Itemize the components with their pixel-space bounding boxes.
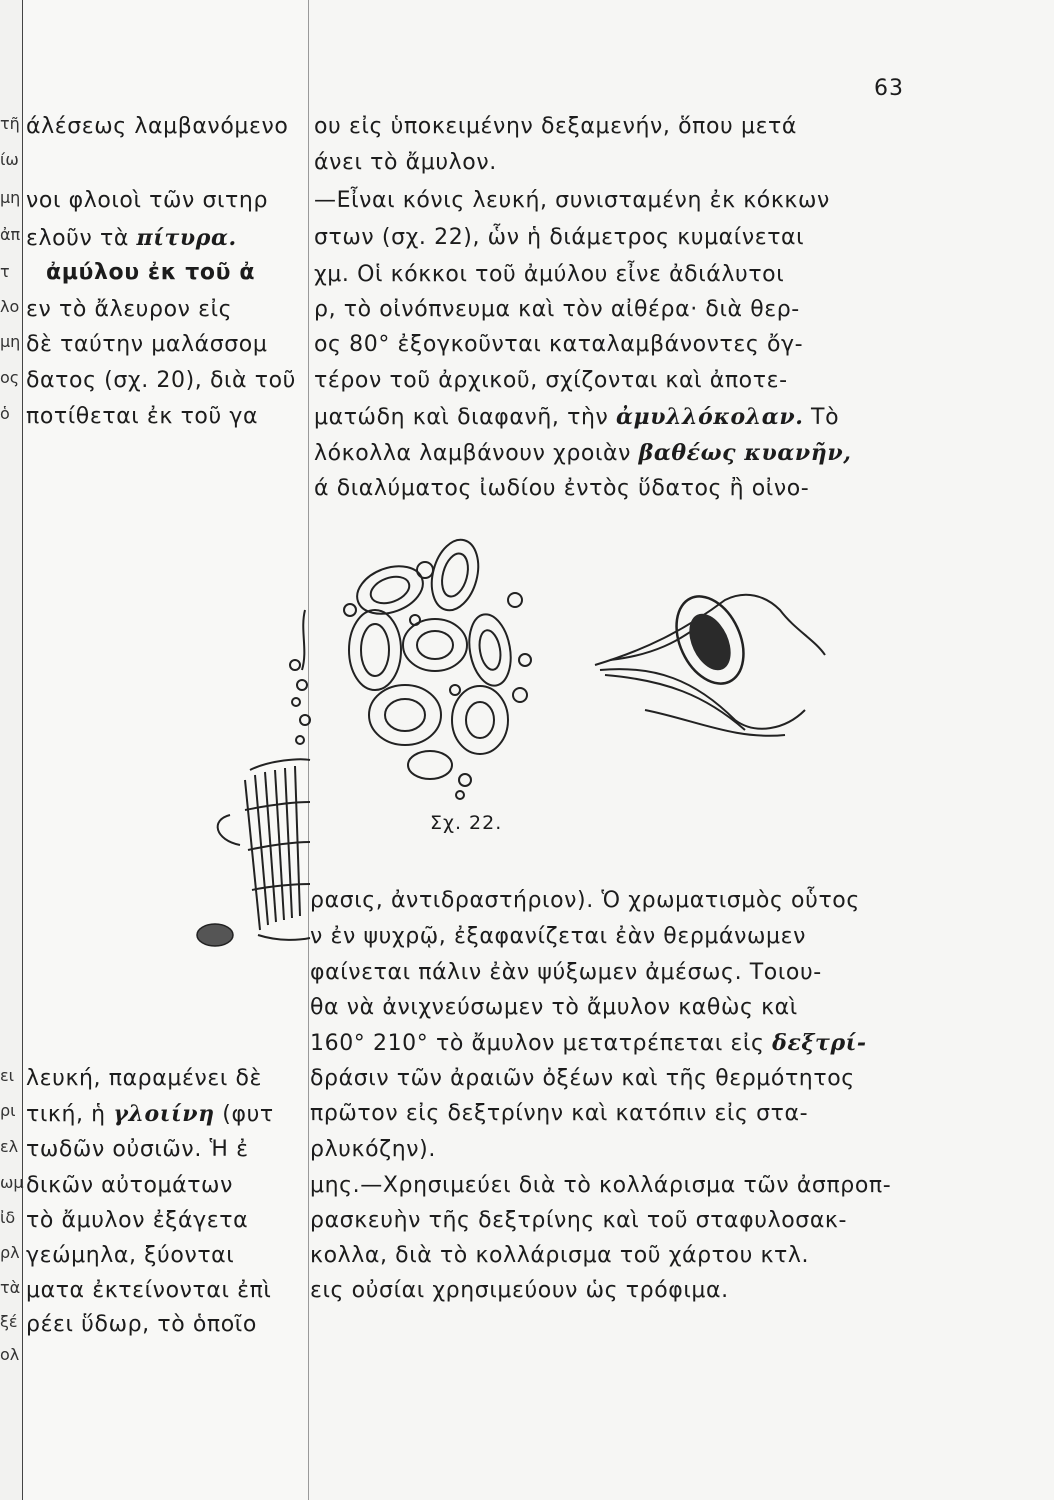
left-line: εν τὸ ἄλευρον εἰς: [26, 297, 233, 322]
right-line: [314, 404, 839, 430]
right-line: ρασις, ἀντιδραστήριον). Ὁ χρωματισμὸς οὗτος: [310, 888, 860, 913]
left-line: δὲ ταύτην μαλάσσομ: [26, 332, 268, 357]
right-line: στων (σχ. 22), ὧν ἡ διάμετρος κυμαίνεται: [314, 225, 805, 250]
right-line: —Εἶναι κόνις λευκή, συνισταμένη ἐκ κόκκων: [314, 188, 830, 213]
right-line: άνει τὸ ἄμυλον.: [314, 150, 497, 175]
right-line: θα νὰ ἀνιχνεύσωμεν τὸ ἄμυλον καθὼς καὶ: [310, 995, 798, 1020]
edge-fragment: λο: [0, 297, 20, 316]
left-line: νοι φλοιοὶ τῶν σιτηρ: [26, 188, 269, 213]
right-line: ος 80° ἐξογκοῦνται καταλαμβάνοντες ὄγ-: [314, 332, 804, 357]
edge-fragment: ος: [0, 368, 20, 387]
right-line: [314, 440, 851, 466]
right-line: πρῶτον εἰς δεξτρίνην καὶ κατόπιν εἰς στα-: [310, 1101, 809, 1126]
left-line: ποτίθεται ἐκ τοῦ γα: [26, 404, 259, 429]
right-line: τέρον τοῦ ἀρχικοῦ, σχίζονται καὶ ἀποτε-: [314, 368, 788, 393]
right-line-text: Τὸ: [811, 405, 840, 430]
edge-fragment: ρλ: [0, 1243, 20, 1262]
edge-fragment: τῆ: [0, 114, 20, 133]
single-starch-grain-illustration: [585, 570, 835, 745]
right-line-text: λόκολλα λαμβάνουν χροιὰν: [314, 441, 632, 466]
right-line: κολλα, διὰ τὸ κολλάρισμα τοῦ χάρτου κτλ.: [310, 1243, 810, 1268]
left-line: λευκή, παραμένει δὲ: [26, 1066, 263, 1091]
figure-caption: Σχ. 22.: [430, 812, 503, 834]
right-line-text: ματώδη καὶ διαφανῆ, τὴν: [314, 405, 609, 430]
left-line: τωδῶν οὐσιῶν. Ἡ ἐ: [26, 1137, 249, 1162]
right-line: μης.—Χρησιμεύει διὰ τὸ κολλάρισμα τῶν ἀσπροπ-: [310, 1173, 892, 1198]
edge-fragment: ελ: [0, 1137, 19, 1156]
emphasis-pitura: πίτυρα.: [136, 225, 237, 251]
right-line: ου εἰς ὑποκειμένην δεξαμενήν, ὅπου μετά: [314, 114, 798, 139]
edge-fragment: τ: [0, 262, 10, 281]
edge-fragment: ίω: [0, 150, 19, 169]
edge-fragment: ρι: [0, 1101, 16, 1120]
left-line-text: τική, ἡ: [26, 1102, 106, 1127]
left-line-text: ελοῦν τὰ: [26, 226, 129, 251]
right-line: ρασκευὴν τῆς δεξτρίνης καὶ τοῦ σταφυλοσακ-: [310, 1208, 848, 1233]
left-line: δικῶν αὐτομάτων: [26, 1173, 233, 1198]
edge-fragment: ολ: [0, 1345, 20, 1364]
right-line: ά διαλύματος ἰωδίου ἐντὸς ὕδατος ἢ οἰνο-: [314, 476, 810, 501]
left-line: δατος (σχ. 20), διὰ τοῦ: [26, 368, 296, 393]
edge-fragment: μη: [0, 332, 21, 351]
left-line: άλέσεως λαμβανόμενο: [26, 114, 289, 139]
emphasis-amylokolla: ἀμυλλόκολαν.: [615, 404, 804, 430]
right-line: δράσιν τῶν ἀραιῶν ὀξέων καὶ τῆς θερμότητος: [310, 1066, 855, 1091]
edge-fragment: μη: [0, 188, 21, 207]
edge-fragment: τὰ: [0, 1278, 21, 1297]
right-line: φαίνεται πάλιν ἐὰν ψύξωμεν ἀμέσως. Τοιου-: [310, 960, 822, 985]
right-line: ρλυκόζην).: [310, 1137, 436, 1162]
left-line: ἀμύλου ἐκ τοῦ ἀ: [46, 260, 256, 285]
left-line: [26, 225, 237, 251]
edge-fragment: ἀπ: [0, 225, 21, 244]
edge-fragment: ἰδ: [0, 1208, 16, 1227]
edge-fragment: ει: [0, 1066, 15, 1085]
left-line: ματα ἐκτείνονται ἐπὶ: [26, 1278, 272, 1303]
edge-fragment: ωμ: [0, 1173, 24, 1192]
right-line: [310, 1030, 867, 1056]
right-line-text: 160° 210° τὸ ἄμυλον μετατρέπεται εἰς: [310, 1031, 765, 1056]
left-page-overlap: [0, 0, 309, 1500]
edge-fragment: ξέ: [0, 1312, 18, 1331]
emphasis-dextri: δεξτρί-: [772, 1030, 867, 1056]
edge-fragment: ὁ: [0, 404, 10, 423]
emphasis-kyanin: βαθέως κυανῆν,: [638, 440, 852, 466]
right-line: εις οὐσίαι χρησιμεύουν ὡς τρόφιμα.: [310, 1278, 729, 1303]
left-line: γεώμηλα, ξύονται: [26, 1243, 235, 1268]
right-line: ν ἐν ψυχρῷ, ἐξαφανίζεται ἐὰν θερμάνωμεν: [310, 924, 807, 949]
right-line: χμ. Οἱ κόκκοι τοῦ ἀμύλου εἶνε ἀδιάλυτοι: [314, 262, 785, 287]
emphasis-gloiini: γλοιίνη: [113, 1101, 215, 1127]
page-number: 63: [874, 76, 904, 101]
right-line: ρ, τὸ οἰνόπνευμα καὶ τὸν αἰθέρα· διὰ θερ-: [314, 297, 800, 322]
left-line-text: (φυτ: [222, 1102, 274, 1127]
left-line: [26, 1101, 274, 1127]
sieve-apparatus-illustration: [190, 590, 310, 970]
left-line: τὸ ἄμυλον ἐξάγετα: [26, 1208, 249, 1233]
left-line: ρέει ὕδωρ, τὸ ὁποῖο: [26, 1312, 257, 1337]
starch-grains-illustration: [315, 530, 555, 800]
